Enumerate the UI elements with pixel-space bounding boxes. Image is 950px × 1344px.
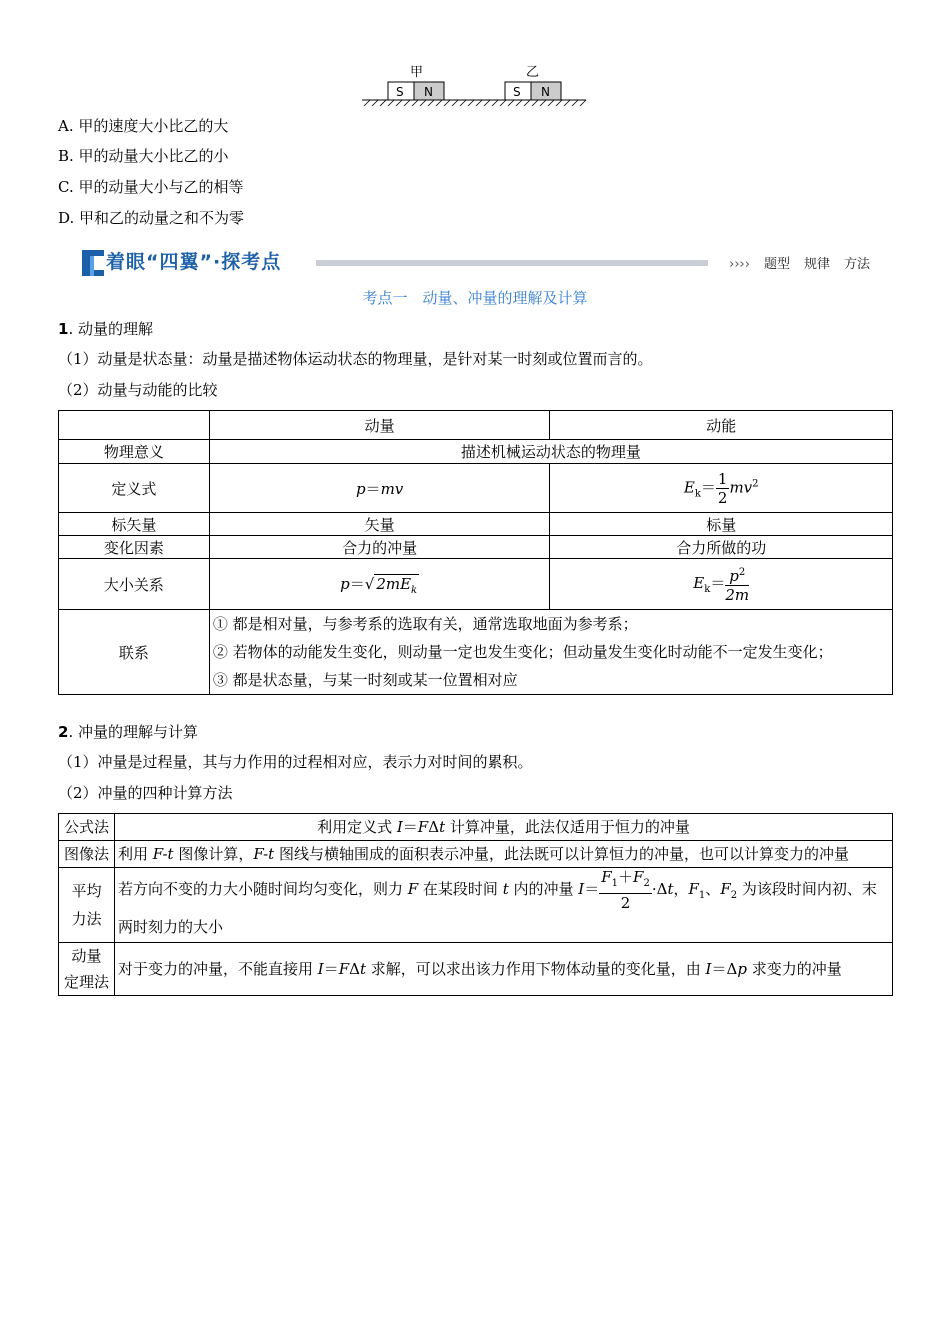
banner-tags: ›››› 题型 规律 方法: [729, 257, 870, 272]
ground: [362, 100, 586, 106]
energy-relation: $E_k=$ $\frac{p^2}{2m}$: [550, 559, 893, 610]
row-label-factor: 变化因素: [59, 536, 210, 559]
energy-formula: $E_k=$ $\frac{1}{2}$ $mv^2$: [550, 464, 893, 513]
method-average-text: 若方向不变的力大小随时间均匀变化，则力 F 在某段时间 t 内的冲量 I＝ $\frac{F_1+F_2}{2}$ ·Δt，$F_1$、$F_2$ 为该段时间内初、末两时刻力的大小: [114, 868, 892, 943]
section-title: 考点一 动量、冲量的理解及计算: [362, 289, 588, 307]
section-banner: [78, 244, 878, 282]
energy-scalar: 标量: [550, 513, 893, 536]
momentum-energy-table: [58, 410, 893, 695]
para-impulse-process: （1）冲量是过程量，其与力作用的过程相对应，表示力对时间的累积。: [58, 753, 533, 771]
svg-text:N: N: [541, 85, 550, 99]
method-graph-label: 图像法: [59, 841, 115, 868]
para-momentum-compare: （2）动量与动能的比较: [58, 381, 218, 399]
momentum-factor: 合力的冲量: [209, 536, 550, 559]
para-impulse-methods: （2）冲量的四种计算方法: [58, 784, 233, 802]
option-c: C. 甲的动量大小与乙的相等: [58, 178, 244, 196]
svg-text:N: N: [424, 85, 433, 99]
impulse-methods-table: [58, 813, 893, 996]
momentum-formula: p＝mv: [209, 464, 550, 513]
magnet-jia: [388, 82, 444, 100]
link-item-2: ② 若物体的动能发生变化，则动量一定也发生变化；但动量发生变化时动能不一定发生变化；: [212, 643, 833, 661]
magnet-yi: [505, 82, 561, 100]
heading-impulse: 2. 冲量的理解与计算: [58, 723, 198, 741]
method-formula-text: 利用定义式 I＝FΔt 计算冲量，此法仅适用于恒力的冲量: [114, 814, 892, 841]
energy-factor: 合力所做的功: [550, 536, 893, 559]
method-average-label: 平均 力法: [59, 868, 115, 943]
svg-text:S: S: [396, 85, 404, 99]
momentum-vector: 矢量: [209, 513, 550, 536]
row-label-link: 联系: [59, 610, 210, 695]
row-label-relation: 大小关系: [59, 559, 210, 610]
method-formula-label: 公式法: [59, 814, 115, 841]
momentum-relation: p＝√ $2mE_k$: [209, 559, 550, 610]
option-a: A. 甲的速度大小比乙的大: [58, 117, 229, 135]
link-content: [209, 610, 892, 695]
method-theorem-text: 对于变力的冲量，不能直接用 I＝FΔt 求解，可以求出该力作用下物体动量的变化量，由 I＝Δp 求变力的冲量: [114, 943, 892, 996]
svg-text:S: S: [513, 85, 521, 99]
row-label-definition: 定义式: [59, 464, 210, 513]
option-b: B. 甲的动量大小比乙的小: [58, 147, 229, 165]
label-jia: 甲: [410, 65, 424, 80]
heading-momentum: 1. 动量的理解: [58, 320, 153, 338]
label-yi: 乙: [526, 65, 540, 80]
banner-title: 着眼“四翼”·探考点: [106, 251, 282, 273]
col-energy: 动能: [550, 411, 893, 440]
para-momentum-state: （1）动量是状态量：动量是描述物体运动状态的物理量，是针对某一时刻或位置而言的。: [58, 350, 653, 368]
meaning-value: 描述机械运动状态的物理量: [209, 440, 892, 464]
option-d: D. 甲和乙的动量之和不为零: [58, 209, 245, 227]
col-momentum: 动量: [209, 411, 550, 440]
row-label-vector: 标矢量: [59, 513, 210, 536]
link-item-3: ③ 都是状态量，与某一时刻或某一位置相对应: [212, 671, 518, 689]
sqrt-icon: √: [364, 574, 375, 593]
method-theorem-label: 动量 定理法: [59, 943, 115, 996]
link-item-1: ① 都是相对量，与参考系的选取有关，通常选取地面为参考系；: [212, 615, 638, 633]
magnets-figure: [360, 62, 590, 110]
arrows-icon: ››››: [729, 257, 750, 272]
row-label-meaning: 物理意义: [59, 440, 210, 464]
method-graph-text: 利用 F-t 图像计算，F-t 图线与横轴围成的面积表示冲量，此法既可以计算恒力的冲量，也可以计算变力的冲量: [114, 841, 892, 868]
